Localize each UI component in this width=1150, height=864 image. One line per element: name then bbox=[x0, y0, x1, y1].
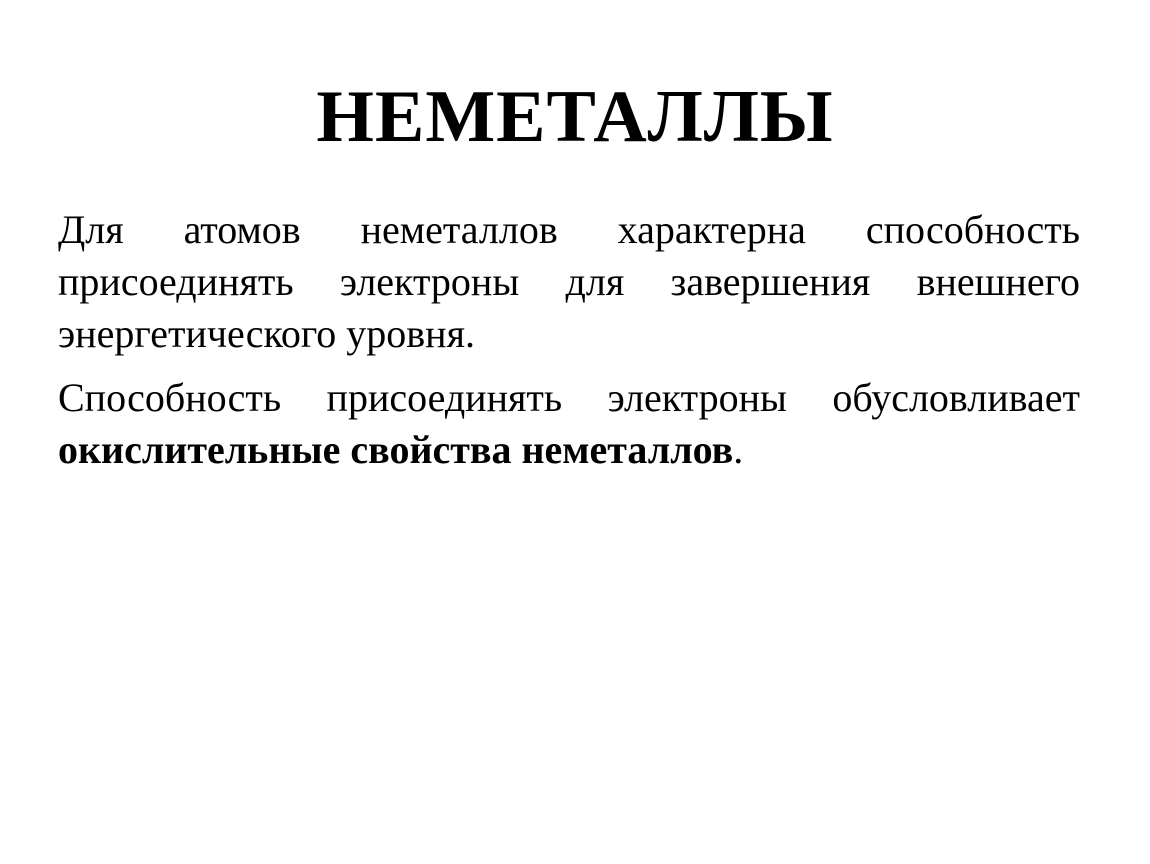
paragraph-lead-text: Способность присоединять электроны обусловливает bbox=[58, 375, 1080, 420]
bold-term-oxidizing-properties: окислительные свойства неметаллов bbox=[58, 427, 734, 472]
slide-body bbox=[58, 204, 1080, 476]
paragraph-electron-affinity: Для атомов неметаллов характерна способность присоединять электроны для завершения внешнего энергетического уровня. bbox=[58, 207, 1080, 356]
slide-title: НЕМЕТАЛЛЫ bbox=[316, 76, 834, 158]
paragraph-end-punctuation: . bbox=[733, 427, 744, 472]
paragraph-oxidizing-properties bbox=[58, 372, 1080, 476]
